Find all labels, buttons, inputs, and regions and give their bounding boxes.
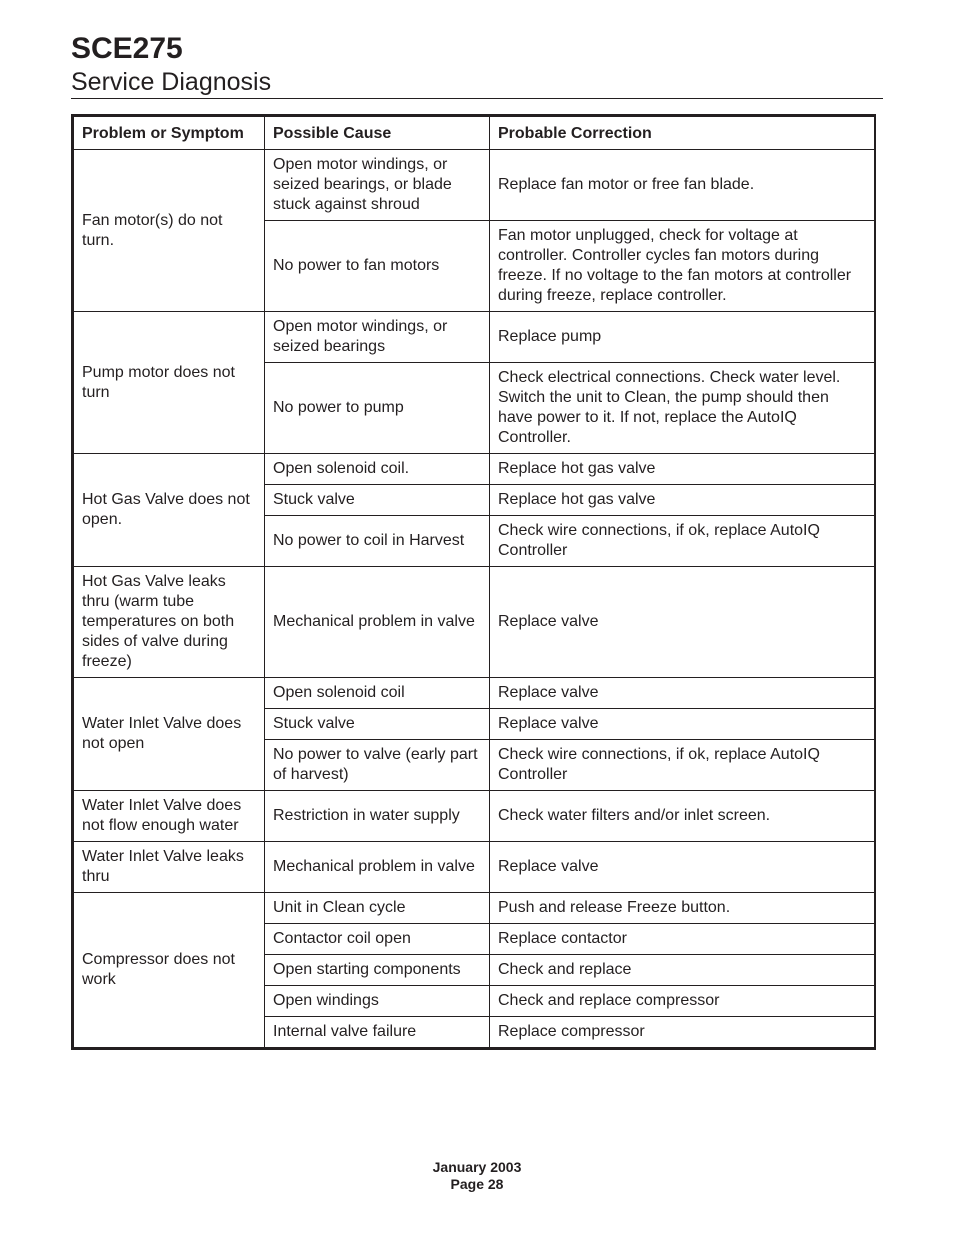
correction-cell: Check water filters and/or inlet screen. <box>490 791 875 842</box>
correction-cell: Replace valve <box>490 567 875 678</box>
correction-cell: Replace compressor <box>490 1017 875 1048</box>
diagnosis-table-frame <box>71 114 876 1050</box>
correction-cell: Replace valve <box>490 709 875 740</box>
cause-cell: Contactor coil open <box>265 924 490 955</box>
correction-cell: Check and replace compressor <box>490 986 875 1017</box>
symptom-cell: Hot Gas Valve leaks thru (warm tube temperatures on both sides of valve during freeze) <box>74 567 265 678</box>
cause-cell: Open windings <box>265 986 490 1017</box>
table-body <box>74 150 875 1048</box>
cause-cell: No power to pump <box>265 363 490 454</box>
correction-cell: Fan motor unplugged, check for voltage at controller. Controller cycles fan motors during freeze. If no voltage to the fan motors at controller during freeze, replace controller. <box>490 221 875 312</box>
cause-cell: No power to coil in Harvest <box>265 516 490 567</box>
correction-cell: Replace valve <box>490 842 875 893</box>
symptom-cell: Water Inlet Valve does not flow enough water <box>74 791 265 842</box>
cause-cell: No power to fan motors <box>265 221 490 312</box>
column-header-cause: Possible Cause <box>265 117 490 150</box>
table-row <box>74 842 875 893</box>
correction-cell: Replace pump <box>490 312 875 363</box>
table-header-row <box>74 117 875 150</box>
correction-cell: Push and release Freeze button. <box>490 893 875 924</box>
correction-cell: Replace contactor <box>490 924 875 955</box>
header-divider <box>71 98 883 99</box>
symptom-cell: Compressor does not work <box>74 893 265 1048</box>
symptom-cell: Water Inlet Valve does not open <box>74 678 265 791</box>
correction-cell: Replace valve <box>490 678 875 709</box>
cause-cell: Unit in Clean cycle <box>265 893 490 924</box>
correction-cell: Check wire connections, if ok, replace AutoIQ Controller <box>490 740 875 791</box>
cause-cell: Restriction in water supply <box>265 791 490 842</box>
correction-cell: Check electrical connections. Check water level. Switch the unit to Clean, the pump should then have power to it. If not, replace the AutoIQ Controller. <box>490 363 875 454</box>
cause-cell: Stuck valve <box>265 485 490 516</box>
cause-cell: Mechanical problem in valve <box>265 567 490 678</box>
cause-cell: Open solenoid coil. <box>265 454 490 485</box>
footer-date: January 2003 <box>432 1159 522 1175</box>
symptom-cell: Fan motor(s) do not turn. <box>74 150 265 312</box>
diagnosis-table <box>73 116 875 1048</box>
cause-cell: Open motor windings, or seized bearings <box>265 312 490 363</box>
correction-cell: Check and replace <box>490 955 875 986</box>
cause-cell: Open starting components <box>265 955 490 986</box>
table-row <box>74 791 875 842</box>
table-row <box>74 150 875 221</box>
column-header-correction: Probable Correction <box>490 117 875 150</box>
symptom-cell: Hot Gas Valve does not open. <box>74 454 265 567</box>
correction-cell: Replace hot gas valve <box>490 485 875 516</box>
cause-cell: Internal valve failure <box>265 1017 490 1048</box>
table-row <box>74 312 875 363</box>
table-row <box>74 678 875 709</box>
cause-cell: Mechanical problem in valve <box>265 842 490 893</box>
cause-cell: Stuck valve <box>265 709 490 740</box>
table-row <box>74 567 875 678</box>
table-row <box>74 893 875 924</box>
cause-cell: Open motor windings, or seized bearings, or blade stuck against shroud <box>265 150 490 221</box>
correction-cell: Replace fan motor or free fan blade. <box>490 150 875 221</box>
cause-cell: Open solenoid coil <box>265 678 490 709</box>
symptom-cell: Water Inlet Valve leaks thru <box>74 842 265 893</box>
column-header-symptom: Problem or Symptom <box>74 117 265 150</box>
table-row <box>74 454 875 485</box>
symptom-cell: Pump motor does not turn <box>74 312 265 454</box>
page-footer <box>0 1159 954 1193</box>
correction-cell: Replace hot gas valve <box>490 454 875 485</box>
correction-cell: Check wire connections, if ok, replace AutoIQ Controller <box>490 516 875 567</box>
cause-cell: No power to valve (early part of harvest) <box>265 740 490 791</box>
footer-page-number: Page 28 <box>450 1176 504 1192</box>
model-title: SCE275 <box>71 32 183 65</box>
section-title: Service Diagnosis <box>71 68 272 96</box>
